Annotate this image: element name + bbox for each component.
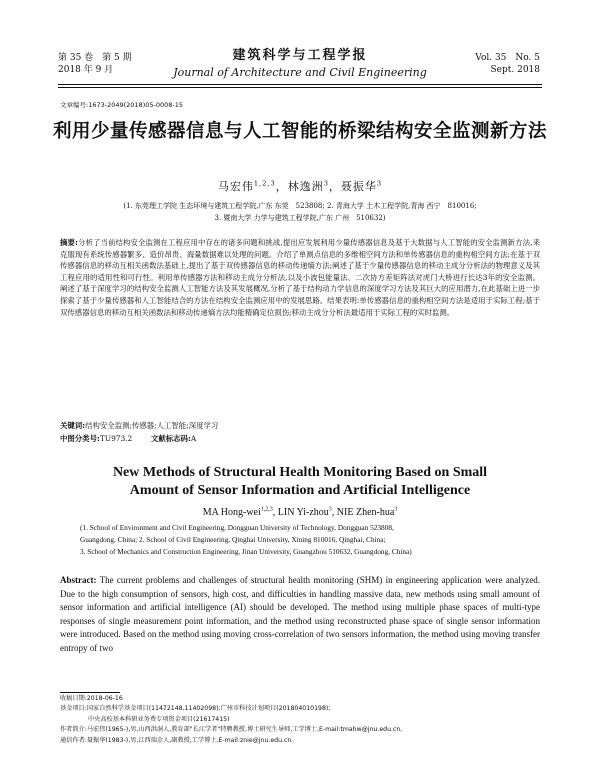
footnotes	[60, 694, 540, 746]
footnote-received: 收稿日期:2018-06-16	[60, 695, 123, 702]
author-affil-marker: 3	[323, 179, 329, 188]
author-name: 聂振华	[340, 180, 377, 193]
title-en	[70, 464, 530, 500]
running-header	[0, 0, 600, 92]
authors-en	[0, 507, 600, 518]
footnote-corresponding: 通信作者:聂振华(1983-),男,江西瑞金人,副教授,工学博士,E-mail:znie@jnu.edu.cn。	[60, 736, 298, 744]
date-en: Sept. 2018	[490, 65, 540, 75]
footnote-fund: 基金项目:国家自然科学基金项目(11472148,11402098);广州市科技计划项目(201804010198);	[60, 705, 331, 713]
affiliation-line-en: 3. School of Mechanics and Construction Engineering, Jinan University, Guangzhou 510632, Guangdong, China)	[80, 547, 412, 557]
author-separator: ，	[275, 180, 288, 193]
affiliations-cn	[60, 200, 540, 224]
abstract-label-cn: 摘要:	[60, 238, 78, 247]
author-affil-marker: 3	[376, 179, 383, 188]
footnote-rule	[60, 692, 120, 693]
affiliations-en	[80, 522, 538, 559]
abstract-text-en: The current problems and challenges of structural health monitoring (SHM) in engineering application were analyzed. Due to the high consumption of sensors, high cost, and difficulties in handling massive data, new methods using small amount of sensor information and artificial intelligence (AI) should be developed. The method using multiple phase spaces of multi-type responses of single measurement point information, and the method using reconstructed phase space of single sensor information were introduced. Based on the method using moving cross-correlation of two sensors information, the method using moving transfer entropy of two	[60, 575, 540, 653]
author-name-en: NIE Zhen-hua	[336, 507, 395, 518]
author-affil-marker: 1,2,3	[253, 179, 276, 188]
author-affil-marker: 3	[328, 506, 332, 513]
abstract-cn	[60, 237, 540, 318]
affiliation-line-en: (1. School of Environment and Civil Engineering, Dongguan University of Technology, Dongguan 523808,	[80, 523, 394, 532]
title-cn: 利用少量传感器信息与人工智能的桥梁结构安全监测新方法	[52, 121, 547, 142]
keywords-text-cn: 结构安全监测;传感器;人工智能;深度学习	[85, 421, 219, 430]
author-name-en: LIN Yi-zhou	[277, 507, 329, 518]
clc-value: TU973.2	[99, 434, 133, 443]
keywords-label-cn: 关键词:	[60, 421, 86, 430]
clc-label: 中图分类号:	[60, 434, 100, 443]
journal-name-cn: 建筑科学与工程学报	[232, 48, 368, 63]
article-number: 文章编号:1673-2049(2018)05-0008-15	[60, 101, 184, 109]
footnote-author-bio: 作者简介:马宏伟(1965-),男,山西洪洞人,教育部"长江学者"特聘教授,博士研究生导师,工学博士,E-mail:tmahw@jnu.edu.cn。	[60, 726, 407, 734]
classification-cn	[60, 433, 540, 445]
volume-issue-cn: 第 35 卷 第 5 期	[58, 53, 132, 63]
journal-name-en: Journal of Architecture and Civil Engineering	[173, 66, 427, 79]
author-separator: ,	[272, 507, 278, 518]
abstract-en	[60, 574, 540, 655]
affiliation-line: 3. 暨南大学 力学与建筑工程学院,广东 广州 510632)	[214, 214, 386, 222]
header-rule-thick	[58, 84, 542, 85]
footnote-fund-cont: 中央高校基本科研业务费专项资金项目(21617415)	[88, 715, 230, 723]
abstract-text-cn: 分析了当前结构安全监测在工程应用中存在的诸多问题和挑战,提出应发展利用少量传感器信息及基于大数据与人工智能的安全监测新方法,来克服现有系统传感器繁多、造价昂贵、海量数据难以处理的问题。介绍了单测点信息的多维相空间方法和单传感器信息的重构相空间方法;在基于双传感器信息的移动互相关函数法基础上,提出了基于双传感器信息的移动传递熵方法;阐述了基于少量传感器信息的移动主成分分析法的物理意义及其工程应用的适用性和可行性。利用单传感器方法和移动主成分分析法,以及小波包能量法、二次协方差矩阵法对虎门大桥进行长达3年的安全监测。阐述了基于深度学习的结构安全监测人工智能方法及其发展概况,分析了基于结构动力学信息的深度学习方法及其巨大的应用潜力,在此基础上进一步探索了基于少量传感器和人工智能结合的方法在结构安全监测应用中的发展思路。结果表明:单传感器信息的重构相空间方法是适用于实际工程;基于双传感器信息的移动互相关函数法和移动传递熵方法均能精确定位损伤;移动主成分分析法最适用于实际工程的实时监测。	[60, 238, 540, 317]
author-affil-marker: 3	[394, 506, 398, 513]
abstract-label-en: Abstract:	[60, 575, 97, 585]
author-affil-marker: 1,2,3	[260, 506, 273, 513]
doc-code-label: 文献标志码:	[150, 434, 191, 443]
author-separator: ，	[328, 180, 341, 193]
header-rule-thin	[58, 87, 542, 88]
affiliation-line: (1. 东莞理工学院 生态环境与建筑工程学院,广东 东莞 523808; 2. 青海大学 土木工程学院,青海 西宁 810016;	[123, 202, 477, 210]
author-name: 马宏伟	[217, 180, 254, 193]
header-right	[475, 52, 540, 76]
title-en-line: New Methods of Structural Health Monitoring Based on Small	[112, 465, 488, 480]
author-name-en: MA Hong-wei	[202, 507, 261, 518]
author-separator: ,	[331, 507, 337, 518]
volume-issue-en: Vol. 35 No. 5	[475, 53, 540, 63]
title-en-line: Amount of Sensor Information and Artificial Intelligence	[129, 483, 471, 498]
author-name: 林逸洲	[287, 180, 324, 193]
doc-code-value: A	[190, 434, 197, 443]
keywords-cn	[60, 420, 540, 432]
affiliation-line-en: Guangdong, China; 2. School of Civil Engineering, Qinghai University, Xining 810016, Qinghai, China;	[80, 535, 386, 545]
authors-cn	[0, 178, 600, 194]
date-cn: 2018 年 9 月	[58, 65, 114, 75]
